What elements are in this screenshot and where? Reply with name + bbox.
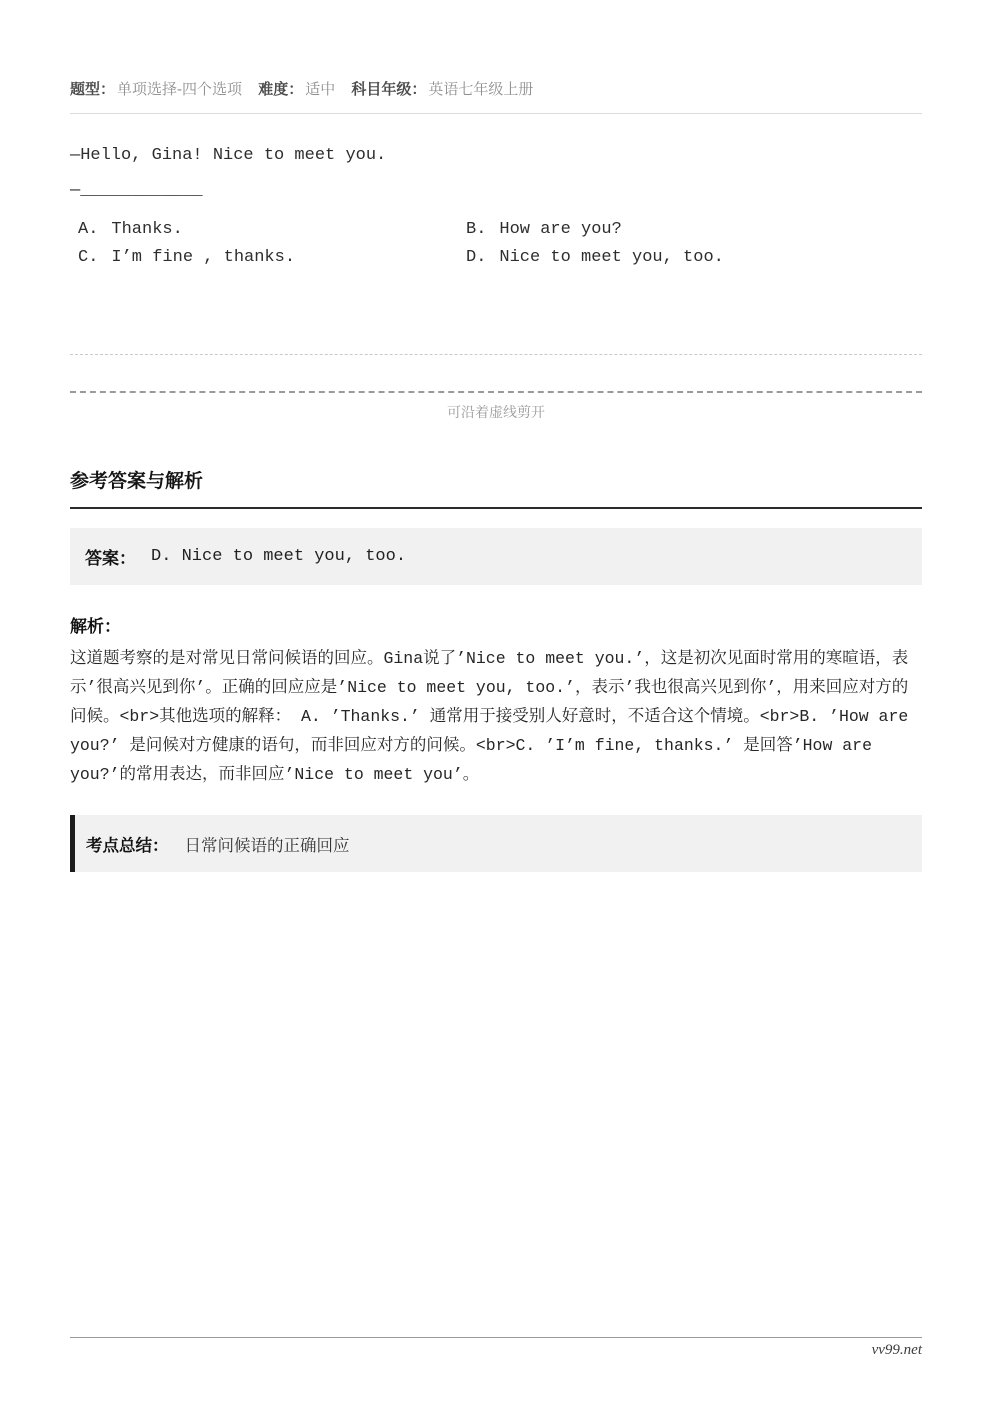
question-prompt-line-1: —Hello, Gina! Nice to meet you. bbox=[70, 146, 387, 165]
key-point-text: 日常问候语的正确回应 bbox=[184, 836, 350, 855]
header-divider bbox=[70, 113, 922, 114]
option-b bbox=[466, 216, 922, 244]
cut-caption: 可沿着虚线剪开 bbox=[447, 404, 545, 420]
question-meta bbox=[70, 80, 922, 99]
answer-box bbox=[70, 528, 922, 585]
meta-value-difficulty: 适中 bbox=[305, 81, 336, 98]
option-b-text: How are you? bbox=[499, 220, 622, 239]
option-d-key: D. bbox=[466, 248, 487, 267]
answer-text: D. Nice to meet you, too. bbox=[151, 547, 407, 566]
meta-label-subject-grade: 科目年级： bbox=[351, 81, 427, 98]
question-block bbox=[70, 145, 922, 272]
cut-dashed-line-thick bbox=[70, 391, 922, 393]
answer-blank: ____________ bbox=[80, 181, 203, 200]
answer-label: 答案： bbox=[85, 549, 136, 568]
option-d bbox=[466, 244, 922, 272]
answer-heading-divider bbox=[70, 507, 922, 509]
meta-label-difficulty: 难度： bbox=[258, 81, 304, 98]
site-watermark: vv99.net bbox=[871, 1342, 922, 1358]
options-grid bbox=[70, 216, 922, 272]
option-d-text: Nice to meet you, too. bbox=[499, 248, 724, 267]
reply-dash: — bbox=[70, 181, 81, 200]
option-a-text: Thanks. bbox=[111, 220, 183, 239]
option-c-text: I’m fine , thanks. bbox=[111, 248, 296, 267]
page-footer bbox=[70, 1337, 922, 1359]
meta-value-question-type: 单项选择-四个选项 bbox=[117, 81, 243, 98]
meta-value-subject-grade: 英语七年级上册 bbox=[428, 81, 534, 98]
option-a-key: A. bbox=[78, 220, 99, 239]
analysis-text: 这道题考察的是对常见日常问候语的回应。Gina说了’Nice to meet you.’，这是初次见面时常用的寒暄语，表示’很高兴见到你’。正确的回应应是’Nice to meet you, too.’，表示’我也很高兴见到你’，用来回应对方的问候。<br>其他选项的解释： A. ’Thanks.’ 通常用于接受别人好意时，不适合这个情境。<br>B. ’How are you?’ 是问候对方健康的语句，而非回应对方的问候。<br>C. ’I’m fine, thanks.’ 是回答’How are you?’的常用表达，而非回应’Nice to meet you’。 bbox=[70, 649, 909, 784]
meta-label-question-type: 题型： bbox=[70, 81, 116, 98]
answer-section-heading: 参考答案与解析 bbox=[70, 471, 204, 492]
option-a bbox=[78, 216, 466, 244]
question-prompt-line-2 bbox=[70, 180, 922, 201]
key-point-summary-box bbox=[70, 815, 922, 872]
option-c-key: C. bbox=[78, 248, 99, 267]
footer-divider bbox=[70, 1337, 922, 1338]
page-content bbox=[70, 0, 922, 872]
analysis-label: 解析： bbox=[70, 617, 121, 636]
key-point-label: 考点总结： bbox=[86, 836, 169, 855]
option-b-key: B. bbox=[466, 220, 487, 239]
option-c bbox=[78, 244, 466, 272]
cut-dashed-line-thin bbox=[70, 354, 922, 355]
